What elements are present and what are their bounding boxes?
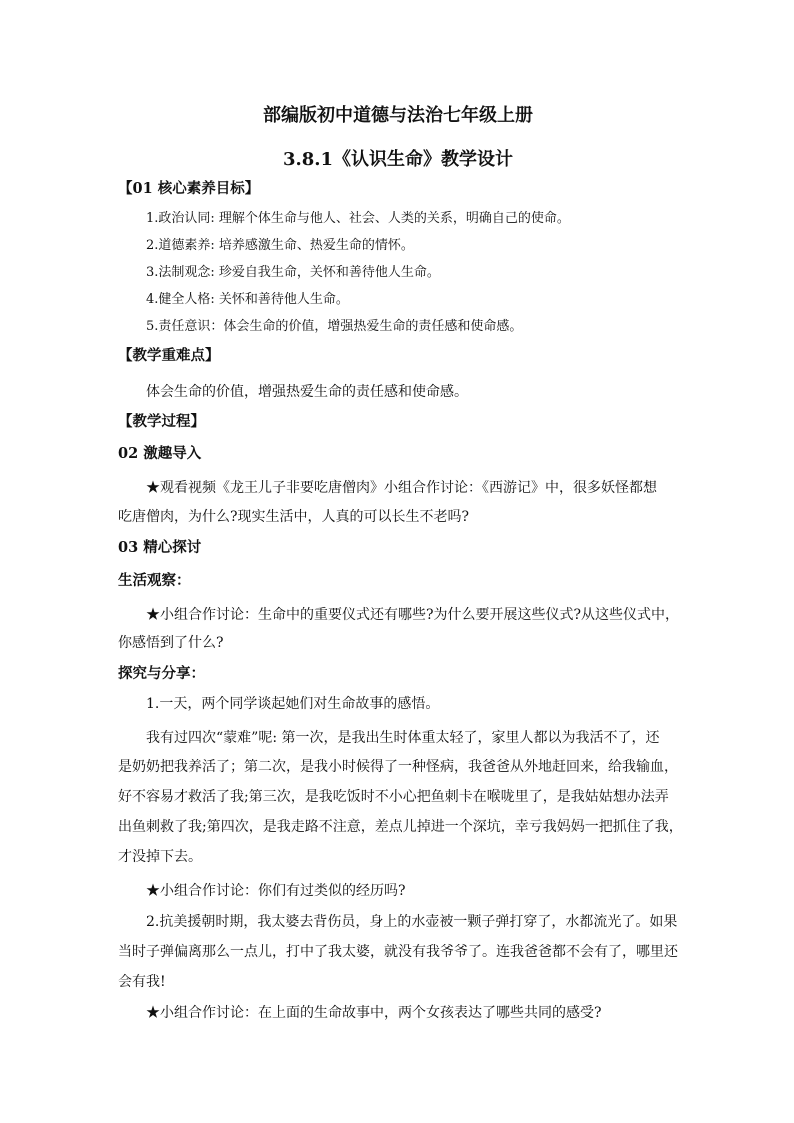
key-points-heading: 【教学重难点】	[118, 347, 220, 364]
explore-heading: 03 精心探讨	[118, 539, 202, 556]
story1-line: 是奶奶把我养活了；第二次，是我小时候得了一种怪病，我爸爸从外地赶回来，给我输血，	[118, 759, 678, 775]
share-item-1: 1.一天，两个同学谈起她们对生命故事的感悟。	[146, 696, 440, 712]
goal-item: 2.道德素养: 培养感激生命、热爱生命的情怀。	[146, 238, 414, 253]
goal-item: 1.政治认同: 理解个体生命与他人、社会、人类的关系，明确自己的使命。	[146, 211, 570, 226]
document-subtitle: 3.8.1《认识生命》教学设计	[282, 149, 514, 170]
goals-heading: 【01 核心素养目标】	[118, 180, 260, 197]
story2-line: 会有我!	[118, 974, 166, 990]
story1-line: 出鱼刺救了我;第四次，是我走路不注意，差点儿掉进一个深坑，幸亏我妈妈一把抓住了我，	[118, 819, 683, 835]
observation-line: ★小组合作讨论：生命中的重要仪式还有哪些?为什么要开展这些仪式?从这些仪式中，	[146, 607, 680, 623]
discussion-2: ★小组合作讨论：在上面的生命故事中，两个女孩表达了哪些共同的感受?	[146, 1005, 602, 1021]
observation-line: 你感悟到了什么?	[118, 635, 224, 651]
story2-line: 当时子弹偏离那么一点儿，打中了我太婆，就没有我爷爷了。连我爸爸都不会有了，哪里还	[118, 944, 678, 960]
story2-line: 2.抗美援朝时期，我太婆去背伤员，身上的水壶被一颗子弹打穿了，水都流光了。如果	[146, 914, 678, 930]
story1-line: 好不容易才救活了我;第三次，是我吃饭时不小心把鱼刺卡在喉咙里了，是我姑姑想办法弄	[118, 789, 669, 805]
intro-heading: 02 激趣导入	[118, 445, 202, 462]
key-points-text: 体会生命的价值，增强热爱生命的责任感和使命感。	[146, 384, 468, 400]
discussion-1: ★小组合作讨论：你们有过类似的经历吗?	[146, 883, 406, 899]
intro-line: ★观看视频《龙王儿子非要吃唐僧肉》小组合作讨论：《西游记》中，很多妖怪都想	[146, 480, 657, 496]
document-title: 部编版初中道德与法治七年级上册	[263, 105, 533, 126]
story1-line: 才没掉下去。	[118, 849, 202, 865]
intro-line: 吃唐僧肉，为什么?现实生活中，人真的可以长生不老吗?	[118, 509, 470, 525]
share-heading: 探究与分享：	[118, 665, 205, 682]
goal-item: 5.责任意识：体会生命的价值，增强热爱生命的责任感和使命感。	[146, 319, 523, 334]
process-heading: 【教学过程】	[118, 413, 205, 430]
story1-line: 我有过四次“蒙难”呢: 第一次，是我出生时体重太轻了，家里人都以为我活不了，还	[146, 730, 660, 746]
goal-item: 3.法制观念: 珍爱自我生命，关怀和善待他人生命。	[146, 265, 440, 280]
goal-item: 4.健全人格: 关怀和善待他人生命。	[146, 292, 349, 307]
observation-heading: 生活观察：	[118, 572, 191, 589]
